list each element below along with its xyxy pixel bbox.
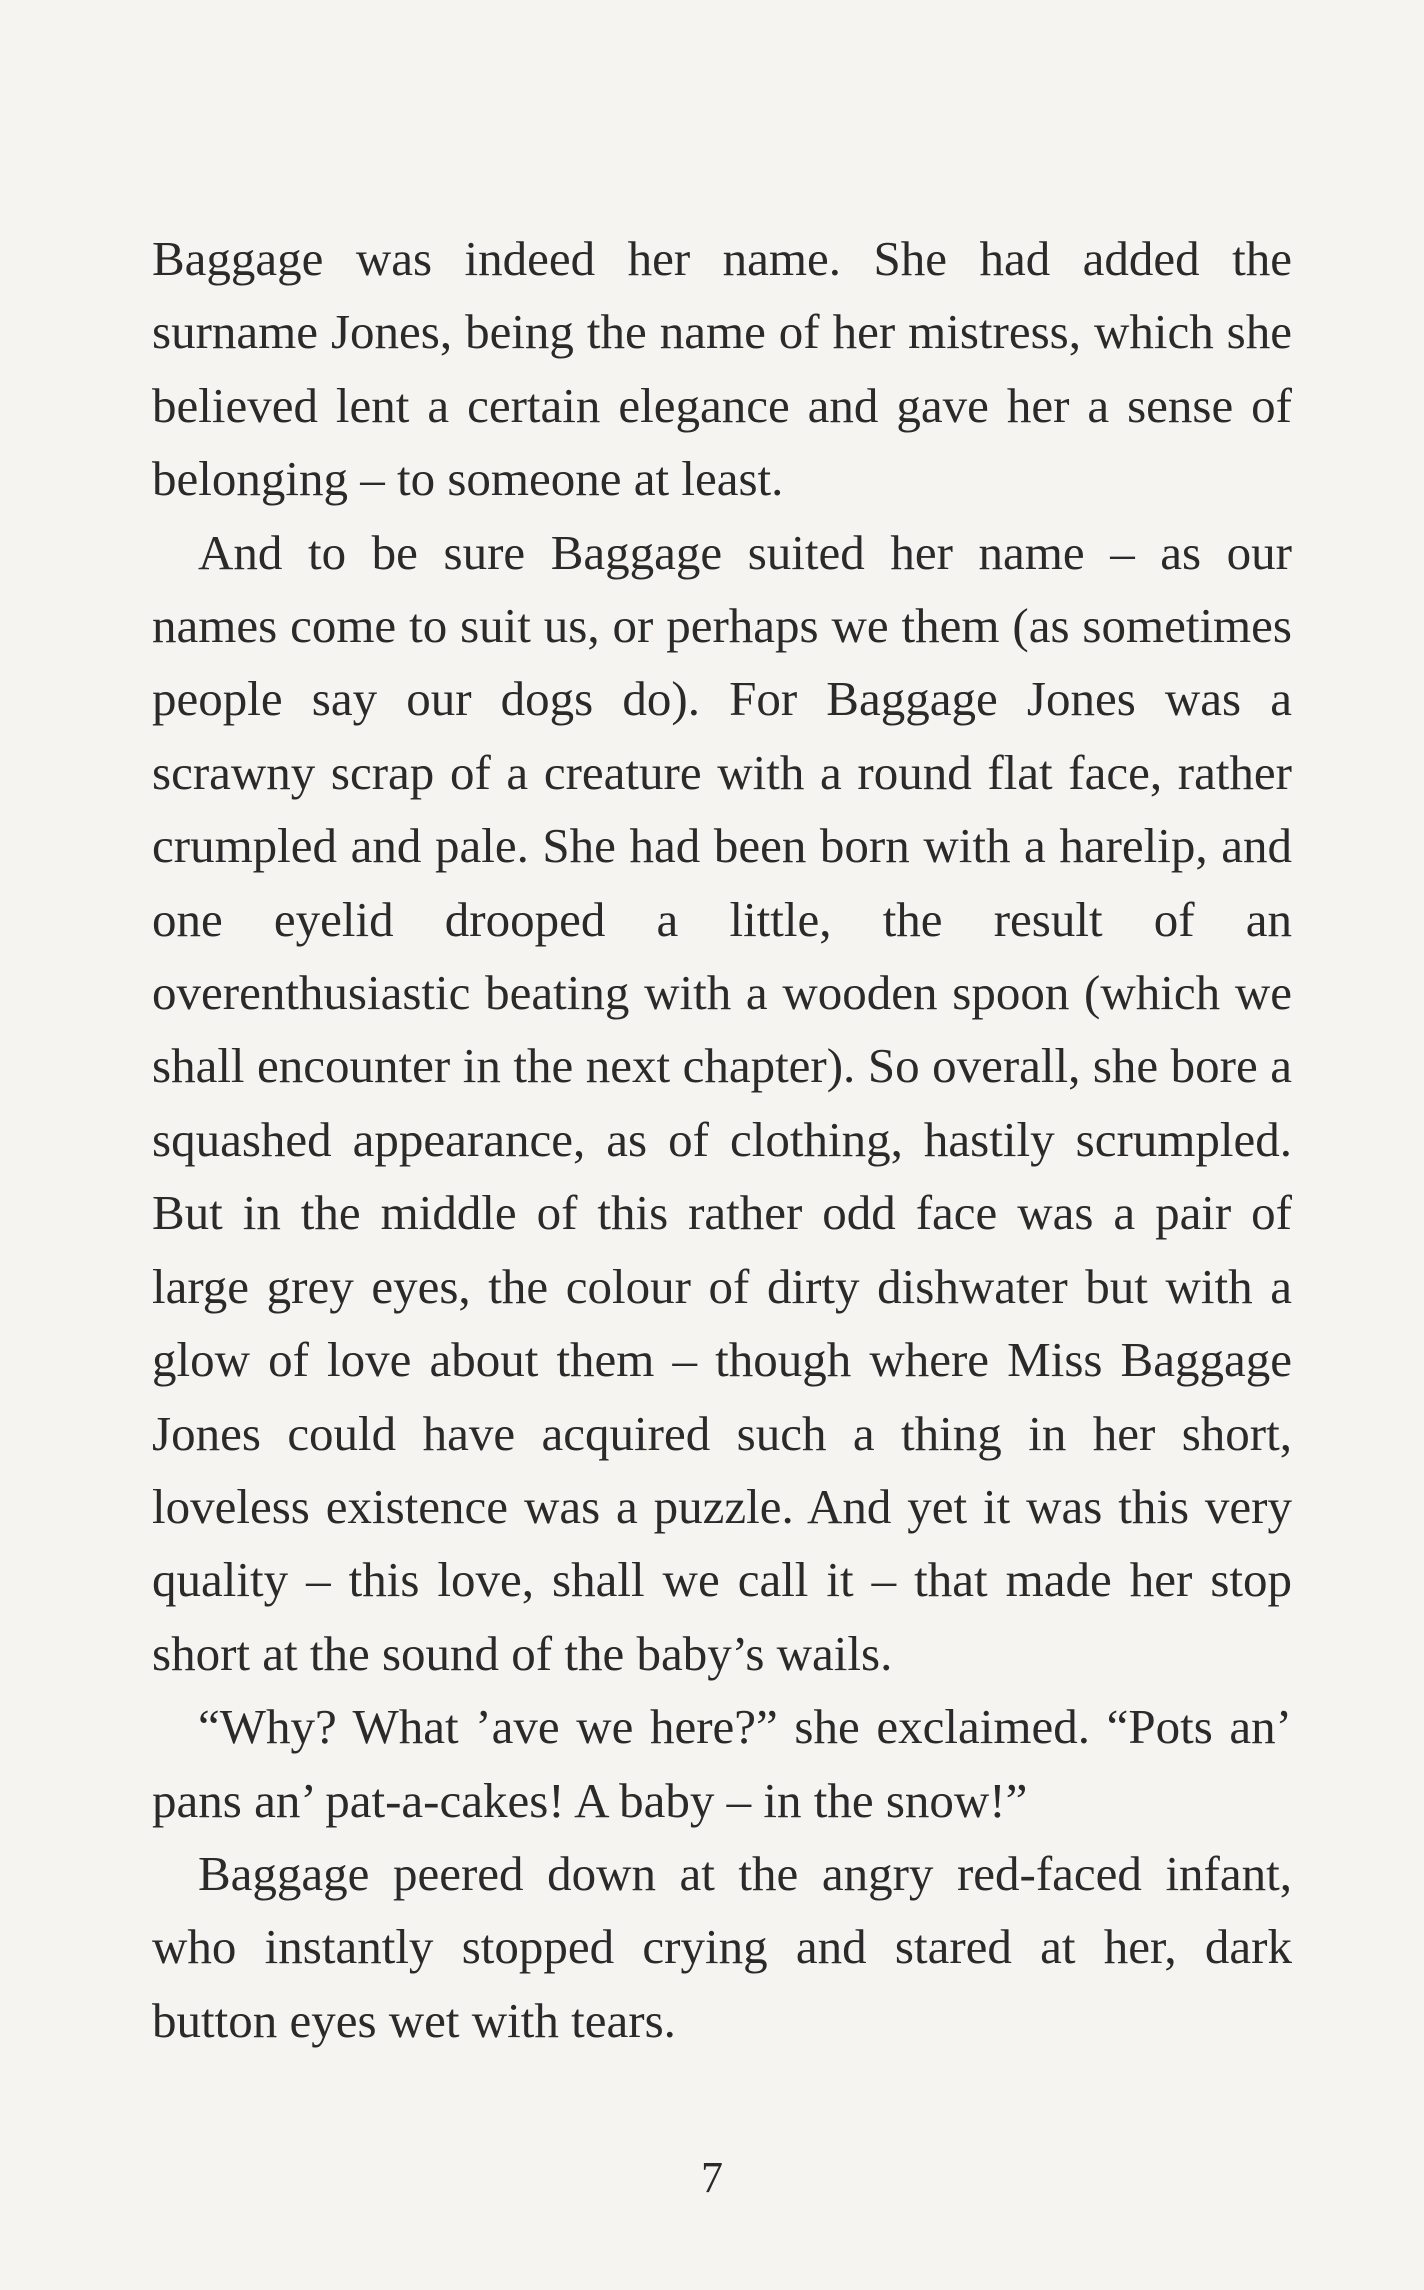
paragraph-4: Baggage peered down at the angry red-faced infant, who instantly stopped crying and stared at her, dark button eyes wet with tears.	[152, 1845, 1292, 2048]
paragraph-3: “Why? What ’ave we here?” she exclaimed. “Pots an’ pans an’ pat-a-cakes! A baby – in the snow!”	[152, 1699, 1292, 1828]
paragraph-1: Baggage was indeed her name. She had added the surname Jones, being the name of her mistress, which she believed lent a certain elegance and gave her a sense of belonging – to someone at least.	[152, 231, 1292, 507]
page-number: 7	[701, 2153, 723, 2202]
paragraph-2: And to be sure Baggage suited her name – as our names come to suit us, or perhaps we them (as sometimes people say our dogs do). For Baggage Jones was a scrawny scrap of a creature with a round flat face, rather crumpled and pale. She had been born with a harelip, and one eyelid drooped a little, the result of an overenthusiastic beating with a wooden spoon (which we shall encounter in the next chapter). So overall, she bore a squashed appearance, as of clothing, hastily scrumpled. But in the middle of this rather odd face was a pair of large grey eyes, the colour of dirty dishwater but with a glow of love about them – though where Miss Baggage Jones could have acquired such a thing in her short, loveless existence was a puzzle. And yet it was this very quality – this love, shall we call it – that made her stop short at the sound of the baby’s wails.	[152, 524, 1292, 1681]
body-text	[152, 222, 1292, 2057]
